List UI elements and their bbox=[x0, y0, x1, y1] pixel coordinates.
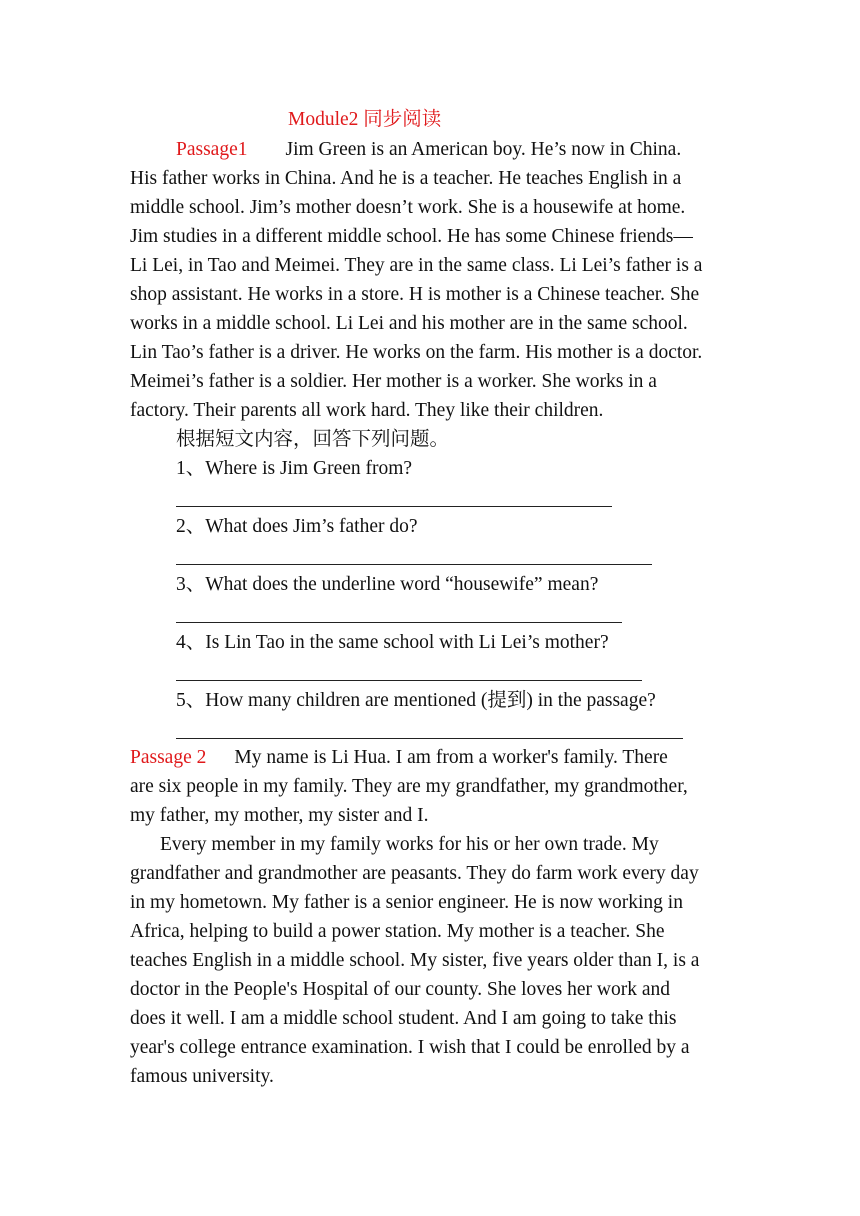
passage2-text-line: famous university. bbox=[130, 1066, 274, 1087]
passage1-text-line: Meimei’s father is a soldier. Her mother is a worker. She works in a bbox=[130, 371, 657, 392]
passage2-first-line bbox=[130, 743, 668, 772]
question-1: 1、Where is Jim Green from? bbox=[176, 458, 413, 479]
answer-line-2[interactable] bbox=[176, 564, 652, 565]
passage2-text-line: Africa, helping to build a power station. My mother is a teacher. She bbox=[130, 921, 665, 942]
passage1-text-line: His father works in China. And he is a teacher. He teaches English in a bbox=[130, 168, 682, 189]
passage1-label: Passage1 bbox=[176, 139, 248, 160]
passage2-text-line: Every member in my family works for his or her own trade. My bbox=[160, 834, 659, 855]
passage2-label: Passage 2 bbox=[130, 747, 207, 768]
question-2: 2、What does Jim’s father do? bbox=[176, 516, 418, 537]
passage2-text-line: My name is Li Hua. I am from a worker's family. There bbox=[234, 747, 668, 768]
passage2-text-line: doctor in the People's Hospital of our county. She loves her work and bbox=[130, 979, 671, 1000]
question-5: 5、How many children are mentioned (提到) in the passage? bbox=[176, 690, 656, 711]
passage2-text-line: year's college entrance examination. I wish that I could be enrolled by a bbox=[130, 1037, 690, 1058]
passage1-text-line: Li Lei, in Tao and Meimei. They are in the same class. Li Lei’s father is a bbox=[130, 255, 703, 276]
passage2-text-line: teaches English in a middle school. My sister, five years older than I, is a bbox=[130, 950, 700, 971]
passage1-text-line: factory. Their parents all work hard. They like their children. bbox=[130, 400, 604, 421]
passage2-text-line: grandfather and grandmother are peasants. They do farm work every day bbox=[130, 863, 699, 884]
passage2-text-line: in my hometown. My father is a senior engineer. He is now working in bbox=[130, 892, 683, 913]
passage1-text-line: Lin Tao’s father is a driver. He works on the farm. His mother is a doctor. bbox=[130, 342, 703, 363]
passage2-text-line: my father, my mother, my sister and I. bbox=[130, 805, 429, 826]
passage2-text-line: are six people in my family. They are my grandfather, my grandmother, bbox=[130, 776, 688, 797]
question-3: 3、What does the underline word “housewife” mean? bbox=[176, 574, 599, 595]
page-title: Module2 同步阅读 bbox=[288, 109, 442, 130]
answer-line-5[interactable] bbox=[176, 738, 683, 739]
passage1-text-line: Jim Green is an American boy. He’s now in China. bbox=[285, 139, 682, 160]
answer-line-4[interactable] bbox=[176, 680, 642, 681]
passage1-text-line: Jim studies in a different middle school. He has some Chinese friends— bbox=[130, 226, 693, 247]
answer-line-1[interactable] bbox=[176, 506, 612, 507]
passage1-text-line: works in a middle school. Li Lei and his mother are in the same school. bbox=[130, 313, 688, 334]
instruction: 根据短文内容，回答下列问题。 bbox=[176, 429, 450, 450]
answer-line-3[interactable] bbox=[176, 622, 622, 623]
passage1-text-line: shop assistant. He works in a store. H is mother is a Chinese teacher. She bbox=[130, 284, 700, 305]
question-4: 4、Is Lin Tao in the same school with Li Lei’s mother? bbox=[176, 632, 609, 653]
passage1-text-line: middle school. Jim’s mother doesn’t work. She is a housewife at home. bbox=[130, 197, 686, 218]
passage1-first-line bbox=[176, 135, 681, 164]
passage2-text-line: does it well. I am a middle school student. And I am going to take this bbox=[130, 1008, 677, 1029]
